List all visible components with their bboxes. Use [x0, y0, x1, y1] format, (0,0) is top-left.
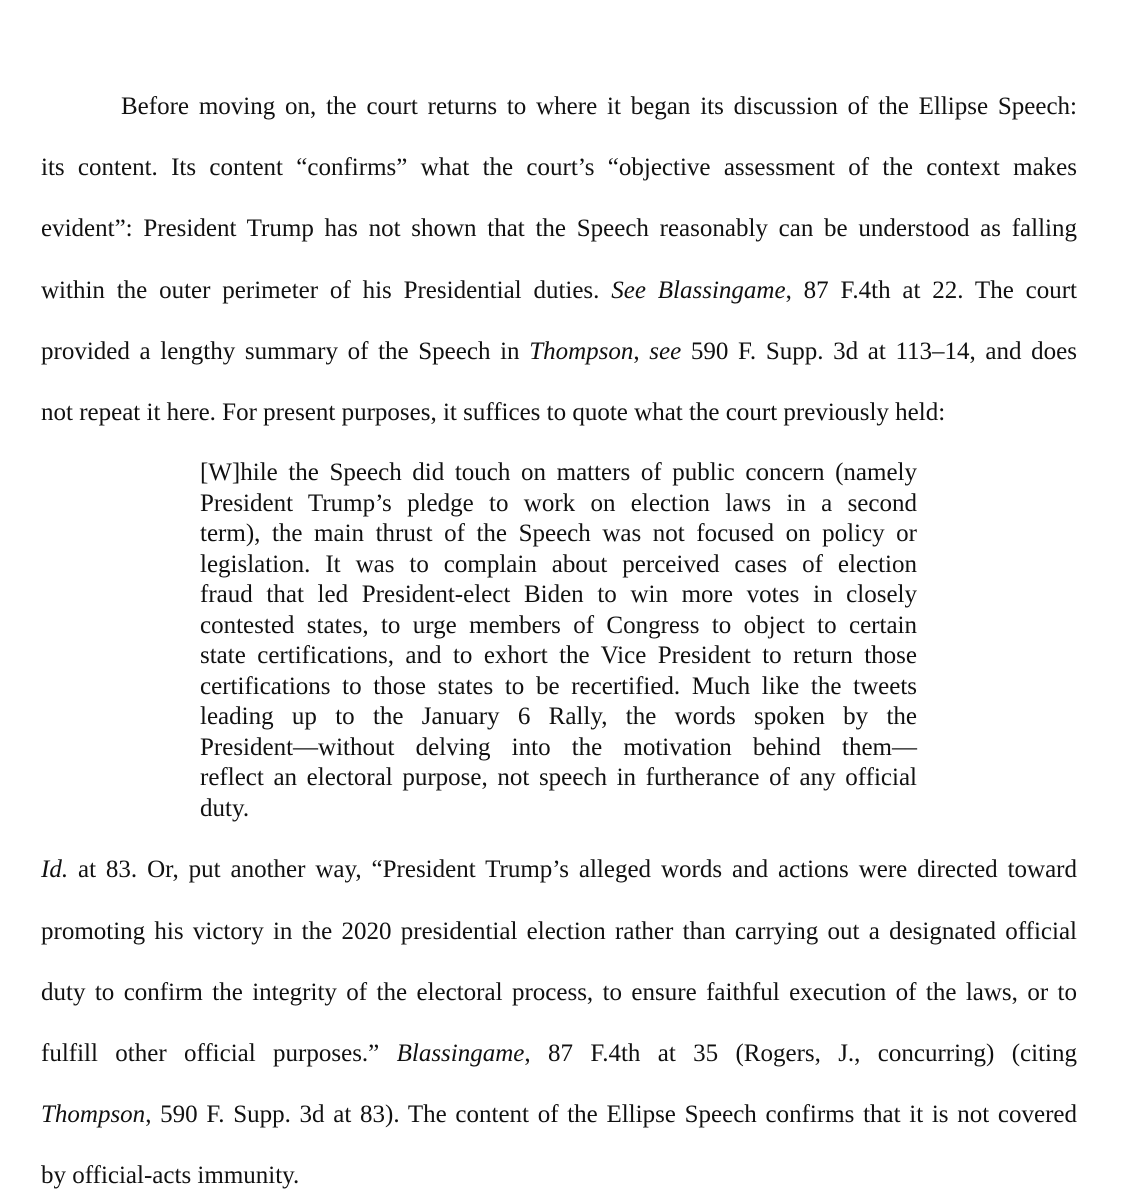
paragraph-2-line-4 [41, 1039, 1077, 1069]
paragraph-2-line-1 [41, 855, 1077, 885]
paragraph-1-line-3: evident”: President Trump has not shown that the Speech reasonably can be understood as falling [41, 215, 1077, 242]
signal-italic: see [649, 338, 682, 365]
quote-line: duty. [200, 795, 250, 822]
text-run: within the outer perimeter of his Presidential duties. [41, 277, 612, 304]
paragraph-1-line-2: its content. Its content “confirms” what the court’s “objective assessment of the context makes [41, 154, 1077, 181]
quote-line: leading up to the January 6 Rally, the words spoken by the [200, 703, 917, 730]
text-run: , 590 F. Supp. 3d at 83). The content of the Ellipse Speech confirms that it is not covered [145, 1101, 1077, 1128]
paragraph-1-line-5 [41, 337, 1077, 367]
text-run: at 83. Or, put another way, “President Trump’s alleged words and actions were directed toward [68, 856, 1077, 883]
quote-line: [W]hile the Speech did touch on matters of public concern (namely [200, 459, 917, 486]
paragraph-1-line-1: Before moving on, the court returns to where it began its discussion of the Ellipse Speech: [121, 93, 1077, 120]
citation-italic: See Blassingame [611, 277, 786, 304]
paragraph-2-line-6: by official-acts immunity. [41, 1162, 300, 1189]
quote-line: President—without delving into the motivation behind them— [200, 734, 917, 761]
text-run: fulfill other official purposes.” [41, 1040, 397, 1067]
quote-line: reflect an electoral purpose, not speech in furtherance of any official [200, 764, 917, 791]
quote-line: term), the main thrust of the Speech was not focused on policy or [200, 520, 917, 547]
quote-line: certifications to those states to be recertified. Much like the tweets [200, 673, 917, 700]
case-name-italic: Thompson [41, 1101, 146, 1128]
quote-line: state certifications, and to exhort the Vice President to return those [200, 642, 917, 669]
paragraph-2-line-5 [41, 1100, 1077, 1130]
paragraph-1-line-4 [41, 276, 1077, 306]
text-run: 590 F. Supp. 3d at 113–14, and does [681, 338, 1078, 365]
paragraph-2-line-2: promoting his victory in the 2020 presidential election rather than carrying out a designated official [41, 918, 1077, 945]
quote-line: fraud that led President-elect Biden to win more votes in closely [200, 581, 917, 608]
quote-line: legislation. It was to complain about perceived cases of election [200, 551, 917, 578]
case-name-italic: Blassingame [396, 1040, 525, 1067]
id-citation-italic: Id. [41, 856, 69, 883]
quote-line: President Trump’s pledge to work on election laws in a second [200, 490, 917, 517]
text-run: , 87 F.4th at 35 (Rogers, J., concurring) (citing [524, 1040, 1077, 1067]
text-run: , 87 F.4th at 22. The court [785, 277, 1077, 304]
paragraph-1-line-6: not repeat it here. For present purposes, it suffices to quote what the court previously held: [41, 399, 946, 426]
case-name-italic: Thompson [529, 338, 634, 365]
quote-line: contested states, to urge members of Congress to object to certain [200, 612, 917, 639]
text-run: , [633, 338, 650, 365]
text-run: provided a lengthy summary of the Speech in [41, 338, 530, 365]
paragraph-2-line-3: duty to confirm the integrity of the electoral process, to ensure faithful execution of the laws, or to [41, 979, 1077, 1006]
